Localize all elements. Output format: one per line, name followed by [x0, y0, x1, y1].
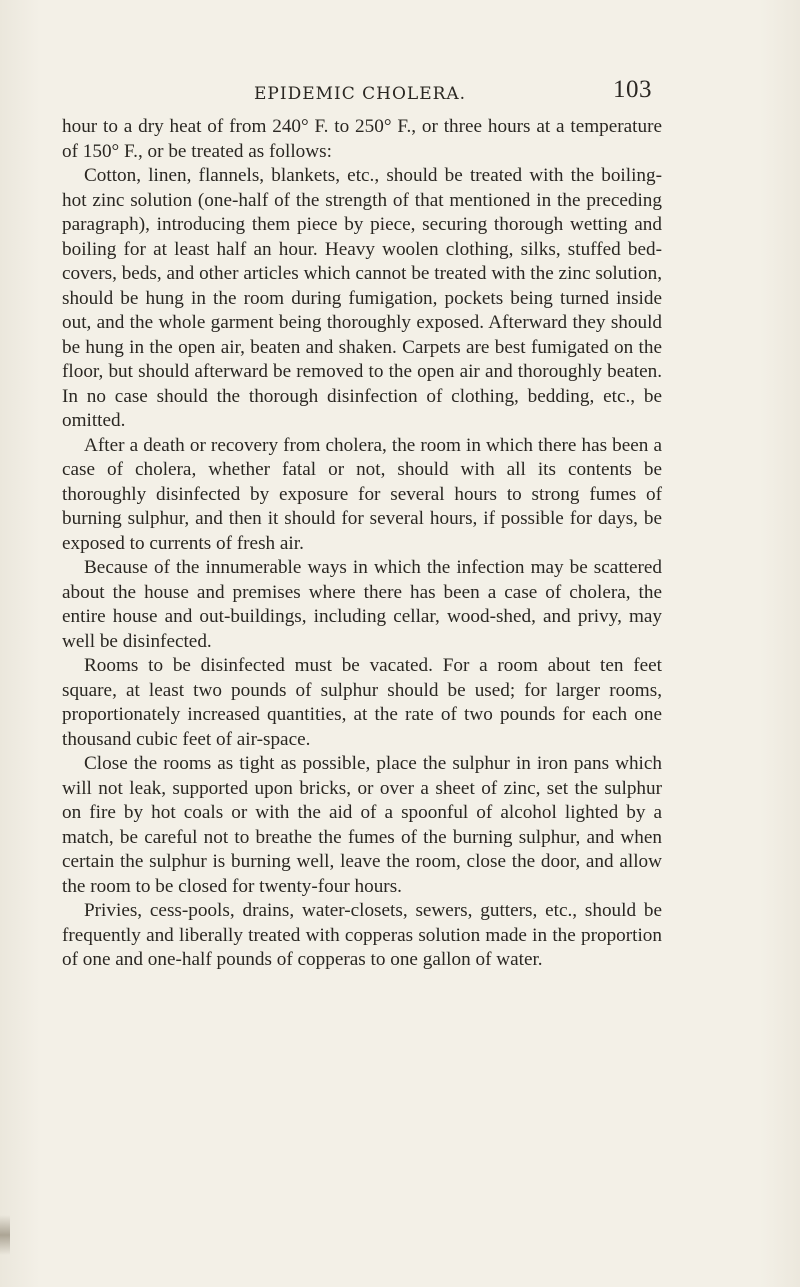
body-text	[62, 115, 662, 973]
page-number: 103	[613, 76, 652, 103]
binding-shadow	[0, 1215, 10, 1255]
paragraph-house-premises: Because of the innumerable ways in which the infection may be scattered about the house and premises where there has been a case of cholera, the entire house and out-buildings, including cellar, wood-shed, and privy, may well be disinfected.	[62, 557, 662, 652]
paragraph-privies: Privies, cess-pools, drains, water-closets, sewers, gutters, etc., should be frequently and liberally treated with copperas solution made in the proportion of one and one-half pounds of copperas to one gallon of water.	[62, 900, 662, 970]
paragraph-textiles: Cotton, linen, flannels, blankets, etc., should be treated with the boiling-hot zinc solution (one-half of the strength of that mentioned in the preceding paragraph), introducing them piece by piece, securing thorough wetting and boiling for at least half an hour. Heavy woolen clothing, silks, stuffed bed-covers, beds, and other articles which cannot be treated with the zinc solution, should be hung in the room during fumigation, pockets being turned inside out, and the whole garment being thoroughly exposed. Afterward they should be hung in the open air, beaten and shaken. Carpets are best fumigated on the floor, but should afterward be removed to the open air and thoroughly beaten. In no case should the thorough disinfection of clothing, bedding, etc., be omitted.	[62, 165, 662, 431]
paragraph-fumigation-method: Close the rooms as tight as possible, place the sulphur in iron pans which will not leak, supported upon bricks, or over a sheet of zinc, set the sulphur on fire by hot coals or with the aid of a spoonful of alcohol lighted by a match, be careful not to breathe the fumes of the burning sulphur, and when certain the sulphur is burning well, leave the room, close the door, and allow the room to be closed for twenty-four hours.	[62, 753, 662, 897]
running-head: EPIDEMIC CHOLERA.	[254, 84, 467, 104]
page-header	[254, 76, 704, 114]
paragraph-continued: hour to a dry heat of from 240° F. to 250° F., or three hours at a temperature of 150° F., or be treated as follows:	[62, 116, 662, 162]
paragraph-sulphur-quantity: Rooms to be disinfected must be vacated. For a room about ten feet square, at least two pounds of sulphur should be used; for larger rooms, proportionately increased quantities, at the rate of two pounds for each one thousand cubic feet of air-space.	[62, 655, 662, 750]
paragraph-room-after-death: After a death or recovery from cholera, the room in which there has been a case of cholera, whether fatal or not, should with all its contents be thoroughly disinfected by exposure for several hours to strong fumes of burning sulphur, and then it should for several hours, if possible for days, be exposed to currents of fresh air.	[62, 434, 662, 554]
